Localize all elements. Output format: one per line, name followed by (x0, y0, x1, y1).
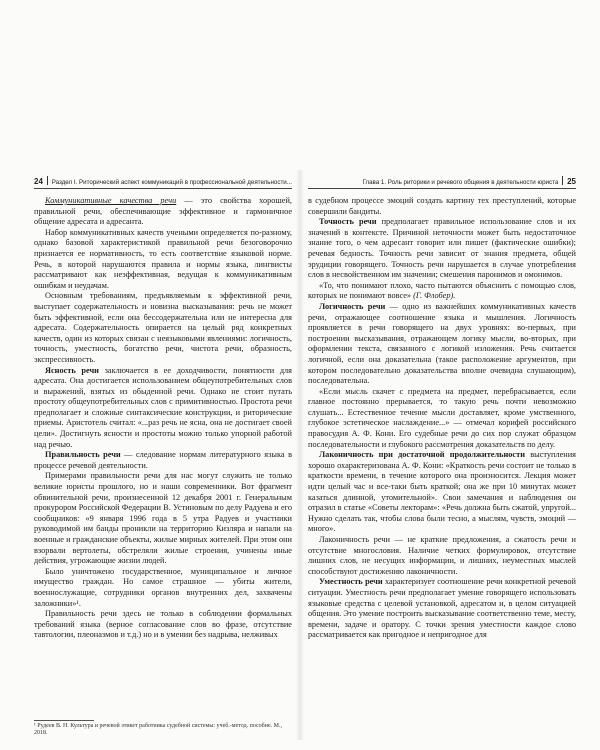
paragraph (34, 567, 292, 609)
paragraph (34, 450, 292, 471)
paragraph (34, 291, 292, 365)
paragraph-text: — одно из важнейших коммуникативных качеств речи, отражающее соотношение языка и мышления. Логичность проявляется в речи говорящего на двух уровнях: во-первых, при построении высказывания, отражающем логику мысли, во-вторых, при оформлении текста, связанного с логикой изложения. Речь считается логичной, если она доказательна (такое расположение аргументов, при котором последовательно доказательства вполне очевидна слушающим), последовательна. (308, 301, 576, 386)
paragraph-text: Примерами правильности речи для нас могут служить не только великие юристы прошлого, но и наши современники. Вот фрагмент обвинительной речи, произнесенной 12 декабря 2001 г. Генеральным прокурором Российской Федерации В. Устиновым по делу Радуева и его сообщников: «9 января 1996 года в 5 утра Радуев и участники руководимой им банды проникли на территорию Кизляра и напали на военные и гражданские объекты, жилые мирных жителей. При этом они взорвали вертолеты, обстреляли жилые строения, учинены иные действия, угрожающие жизни людей. (34, 471, 292, 566)
paragraph (308, 450, 576, 535)
paragraph-term: Коммуникативные качества речи (45, 196, 177, 205)
left-text-column (34, 196, 292, 736)
paragraph-text: Основным требованиям, предъявляемым к эффективной речи, выступает содержательность и новизна высказывания: речь не может быть эффективной, если она бессодержательна или не интересна для адресата. Содержательность опирается на целый ряд конкретных качеств, один из которых связан с неязыковыми явлениями: логичность, точность, уместность, богатство речи, чистота речи, образность, экспрессивность. (34, 291, 292, 364)
paragraph-text: в судебном процессе эмоций создать картину тех преступлений, которые совершили бандиты. (308, 196, 576, 216)
paragraph-text: «То, что понимают плохо, часто пытаются объяснить с помощью слов, которых не понимают вовсе» (308, 280, 576, 301)
paragraph-text: Набор коммуникативных качеств учеными определяется по-разному, однако базовой характеристикой правильной речи безоговорочно признается ее нормативность, то есть соответствие языковой норме. Речь, в которой нарушаются правила и нормы языка, лингвисты рассматривают как неэффективная, ведущая к коммуникативным ошибкам и неудачам. (34, 227, 292, 290)
paragraph-text: Лаконичность речи — не краткие предложения, а сжатость речи и отсутствие многословия. Наличие четких формулировок, отсутствие лишних слов, не несущих информации, и лишних, неуместных мыслей способствуют достижению лаконичности. (308, 535, 576, 576)
paragraph (308, 217, 576, 281)
paragraph-text: — следование нормам литературного языка в процессе речевой деятельности. (34, 450, 292, 470)
paragraph-term: Ясность речи (45, 365, 99, 375)
paragraph (34, 196, 292, 228)
header-separator (47, 176, 48, 185)
paragraph-text: «Если мысль скачет с предмета на предмет, перебрасывается, если главное постоянно прерывается, то такую речь почти невозможно слушать... Естественное течение мысли доставляет, кроме умственного, глубокое эстетическое наслаждение...» — отмечал корифей российского правосудия А. Ф. Кони. Его судебные речи до сих пор служат образцом последовательности и глубокого рассмотрения доказательств по делу. (308, 386, 576, 449)
paragraph (34, 228, 292, 292)
header-separator (562, 176, 563, 185)
paragraph (308, 387, 576, 451)
paragraph-term: Уместность речи (319, 577, 383, 587)
paragraph (308, 577, 576, 641)
paragraph-text: Правильность речи здесь не только в соблюдении формальных требований языка (верное согласование слов во фразе, отсутствие тавтологии, плеоназмов и т.д.) но и в умении без надрыва, нелживых (34, 609, 292, 640)
paragraph (308, 196, 576, 217)
paragraph-text: характеризует соотношение речи конкретной речевой ситуации. Уместность речи предполагает умение говорящего использовать языковые средства с целевой установкой, адресатом и, в целом ситуацией общения. Это умение построить высказывание соответственно теме, месту, времени, задаче и оратору. С точки зрения уместности каждое слово рассматривается как пригодное и непригодное для (308, 577, 576, 640)
left-running-head (34, 176, 292, 189)
paragraph (308, 302, 576, 387)
paragraph-text: предполагает правильное использование слов и их значений в контексте. Причиной неточности может быть недостаточное знание того, о чем адресант говорит или пишет (фактические ошибки); речевая бедность. Точность речи зависит от знания предмета, общей эрудиции говорящего. Точность речи нарушается в случае употребления слов в несвойственном им значении; смешения паронимов и омонимов. (308, 217, 576, 280)
footnote-divider (34, 720, 94, 721)
paragraph-term: Логичность речи (319, 301, 386, 311)
footnote: ¹ Рудеев В. Н. Культура и речевой этикет работника судебной системы: учеб.-метод. пособие. М., 2018. (34, 723, 282, 737)
paragraph (34, 471, 292, 566)
left-header-title: Раздел I. Риторический аспект коммуникаций в профессиональной деятельности... (51, 179, 292, 186)
right-page-number: 25 (567, 177, 576, 186)
paragraph (308, 281, 576, 302)
paragraph-term: Лаконичность при достаточной продолжительности (319, 450, 525, 460)
book-gutter (296, 170, 304, 740)
right-running-head (308, 176, 576, 189)
paragraph (34, 609, 292, 641)
paragraph (308, 535, 576, 577)
paragraph-text: заключается в ее доходчивости, понятности для адресата. Она достигается использованием общеупотребительных слов и выражений, взятых из обыденной речи. Однако не стоит путать простоту общеупотребительных слов с примитивностью. Простота речи предполагает и сложные синтаксические конструкции, и риторические приемы. Аристотель считал: «...раз речь не ясна, она не достигает своей цели». Достигнуть ясности и простоты можно только упорной работой над речью. (34, 365, 292, 449)
paragraph-text: выступления хорошо охарактеризована А. Ф. Кони: «Краткость речи состоит не только в краткости времени, в течение которого она произносится. Лекция может идти целый час и все-таки быть краткой; она же при 10 минутах может казаться длинной, утомительной». Свои замечания и наблюдения он отразил в статье «Советы лекторам»: «Речь должна быть сжатой, упругой... Нужно сделать так, чтобы слова были тесно, а мыслям, чувств, эмоций — много». (308, 450, 576, 534)
paragraph-text: — это свойства хорошей, правильной речи, обеспечивающие эффективное и гармоничное общение адресата и адресанта. (34, 196, 292, 227)
paragraph (34, 366, 292, 451)
quote-attribution: (Г. Флобер). (413, 291, 456, 301)
left-page-number: 24 (34, 177, 43, 186)
paragraph-term: Правильность речи (45, 450, 121, 460)
right-text-column (308, 196, 576, 736)
paragraph-term: Точность речи (319, 217, 377, 227)
paragraph-text: Было уничтожено государственное, муниципальное и личное имущество граждан. Но самое страшное — убиты жители, военнослужащие, сотрудники органов внутренних дел, захвачены заложники»¹. (34, 566, 292, 608)
right-header-title: Глава 1. Роль риторики и речевого общения в деятельности юриста (362, 179, 559, 186)
